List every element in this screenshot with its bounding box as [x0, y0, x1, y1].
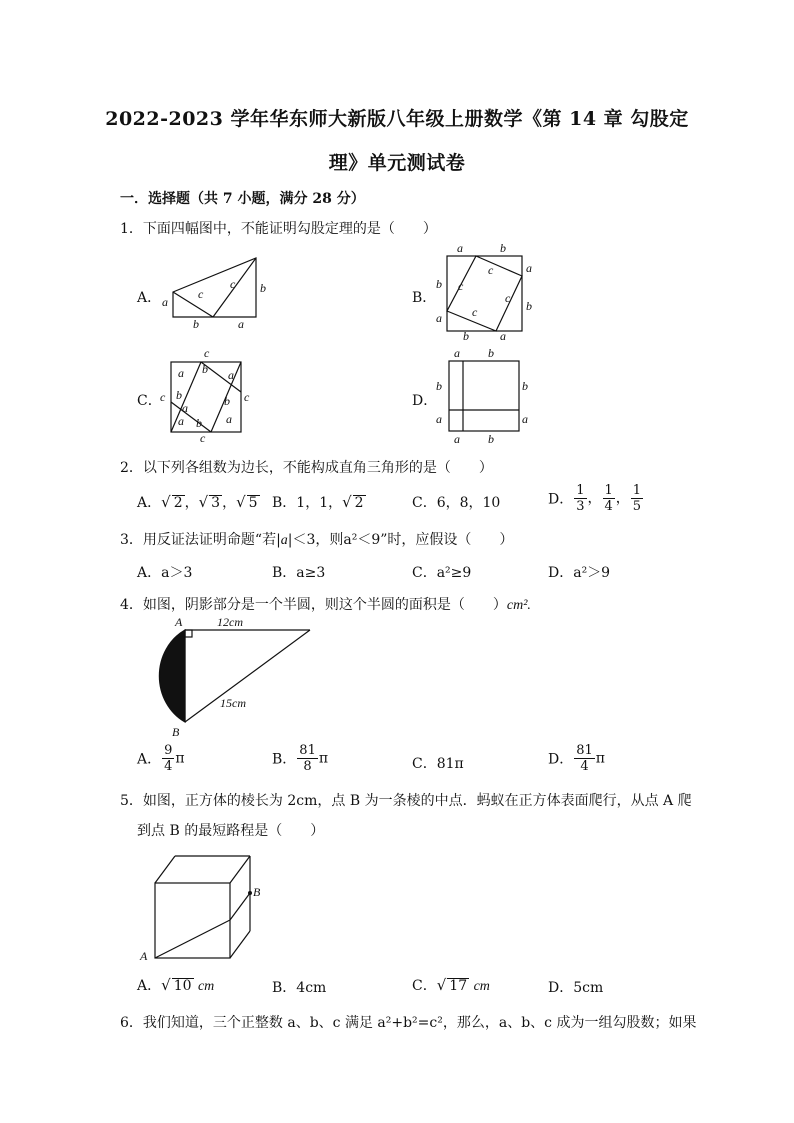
q1-option-c-label: C．: [137, 393, 162, 409]
q3-stem: 3．用反证法证明命题“若|a|＜3，则a²＜9”时，应假设（ ）: [120, 532, 514, 548]
svg-text:b: b: [193, 317, 199, 331]
q5-cube-figure: [130, 848, 270, 968]
q4-option-d: D． $\frac{81}{4}$ π: [548, 743, 605, 774]
svg-text:a: a: [454, 432, 460, 445]
svg-text:c: c: [200, 431, 206, 445]
svg-text:a: a: [436, 311, 442, 325]
q1-stem: 1．下面四幅图中，不能证明勾股定理的是（ ）: [120, 221, 437, 237]
svg-text:a: a: [228, 368, 234, 382]
q1-option-d-label: D．: [412, 393, 438, 409]
q5-option-d: D．5cm: [548, 980, 604, 996]
svg-text:b: b: [224, 394, 230, 408]
svg-text:a: a: [182, 401, 188, 415]
svg-text:a: a: [500, 329, 506, 343]
q5-option-b: B．4cm: [272, 980, 327, 996]
svg-text:c: c: [230, 277, 236, 291]
svg-text:b: b: [436, 277, 442, 291]
q4-hyp-length: 15cm: [220, 696, 246, 710]
q1-option-a-label: A．: [137, 290, 162, 306]
q5-option-a: A．√ 10 cm: [137, 976, 215, 994]
q2-option-c: C．6，8，10: [412, 495, 501, 511]
q1-figure-d: [430, 345, 540, 445]
svg-text:a: a: [226, 412, 232, 426]
svg-text:b: b: [436, 379, 442, 393]
q5-stem-line2: 到点 B 的最短路程是（ ）: [137, 823, 325, 839]
svg-text:a: a: [526, 261, 532, 275]
q2-stem: 2．以下列各组数为边长，不能构成直角三角形的是（ ）: [120, 460, 493, 476]
q2-option-a: A．√ 2 ，√ 3 ，√ 5: [137, 493, 258, 511]
q1-option-b-label: B．: [412, 290, 437, 306]
svg-text:b: b: [488, 346, 494, 360]
svg-text:b: b: [463, 329, 469, 343]
svg-text:b: b: [488, 432, 494, 445]
q2-option-b: B．1，1，√ 2: [272, 493, 364, 511]
svg-text:b: b: [526, 299, 532, 313]
q5-point-b: B: [253, 885, 261, 899]
svg-text:c: c: [458, 279, 464, 293]
q4-top-length: 12cm: [217, 615, 243, 629]
svg-text:a: a: [522, 412, 528, 426]
q5-stem-line1: 5．如图，正方体的棱长为 2cm，点 B 为一条棱的中点．蚂蚁在正方体表面爬行，从点 A 爬: [120, 793, 692, 809]
svg-text:c: c: [198, 287, 204, 301]
svg-text:c: c: [160, 390, 166, 404]
section-header: 一．选择题（共 7 小题，满分 28 分）: [120, 191, 365, 207]
q2-option-d: D． $\frac{1}{3}$ ， $\frac{1}{4}$ ， $\frac{1}{5}$: [548, 483, 642, 514]
svg-text:b: b: [500, 241, 506, 255]
svg-text:a: a: [238, 317, 244, 331]
svg-text:a: a: [178, 414, 184, 428]
q1-figure-c: [158, 345, 258, 445]
q1-figure-a: [158, 252, 278, 332]
q4-figure: [130, 612, 320, 740]
svg-text:c: c: [472, 305, 478, 319]
svg-text:b: b: [176, 388, 182, 402]
q3-option-b: B．a≥3: [272, 565, 326, 581]
paper-title-line2: 理》单元测试卷: [328, 152, 466, 174]
q5-option-c: C．√ 17 cm: [412, 976, 490, 994]
svg-text:a: a: [162, 295, 168, 309]
svg-text:b: b: [196, 416, 202, 430]
q4-point-b: B: [172, 725, 180, 739]
q4-option-b: B． $\frac{81}{8}$ π: [272, 743, 329, 774]
q3-option-a: A．a＞3: [137, 565, 193, 581]
q1-figure-b: [430, 240, 540, 345]
q6-stem: 6．我们知道，三个正整数 a、b、c 满足 a²+b²=c²，那么，a、b、c 成为一组勾股数；如果: [120, 1015, 697, 1031]
svg-text:b: b: [522, 379, 528, 393]
q3-option-d: D．a²＞9: [548, 565, 611, 581]
q5-point-a: A: [140, 949, 148, 963]
svg-text:c: c: [505, 291, 511, 305]
svg-text:a: a: [178, 366, 184, 380]
svg-text:c: c: [244, 390, 250, 404]
svg-text:a: a: [436, 412, 442, 426]
q3-option-c: C．a²≥9: [412, 565, 472, 581]
svg-text:c: c: [488, 263, 494, 277]
svg-text:b: b: [202, 362, 208, 376]
svg-text:a: a: [457, 241, 463, 255]
svg-text:a: a: [454, 346, 460, 360]
q4-option-a: A． $\frac{9}{4}$ π: [137, 743, 185, 774]
paper-title-line1: 2022-2023 学年华东师大新版八年级上册数学《第 14 章 勾股定: [105, 108, 689, 130]
q4-option-c: C．81π: [412, 756, 464, 772]
q4-point-a: A: [175, 615, 183, 629]
q4-stem: 4．如图，阴影部分是一个半圆，则这个半圆的面积是（ ）cm².: [120, 597, 531, 613]
svg-text:c: c: [204, 346, 210, 360]
svg-text:b: b: [260, 281, 266, 295]
